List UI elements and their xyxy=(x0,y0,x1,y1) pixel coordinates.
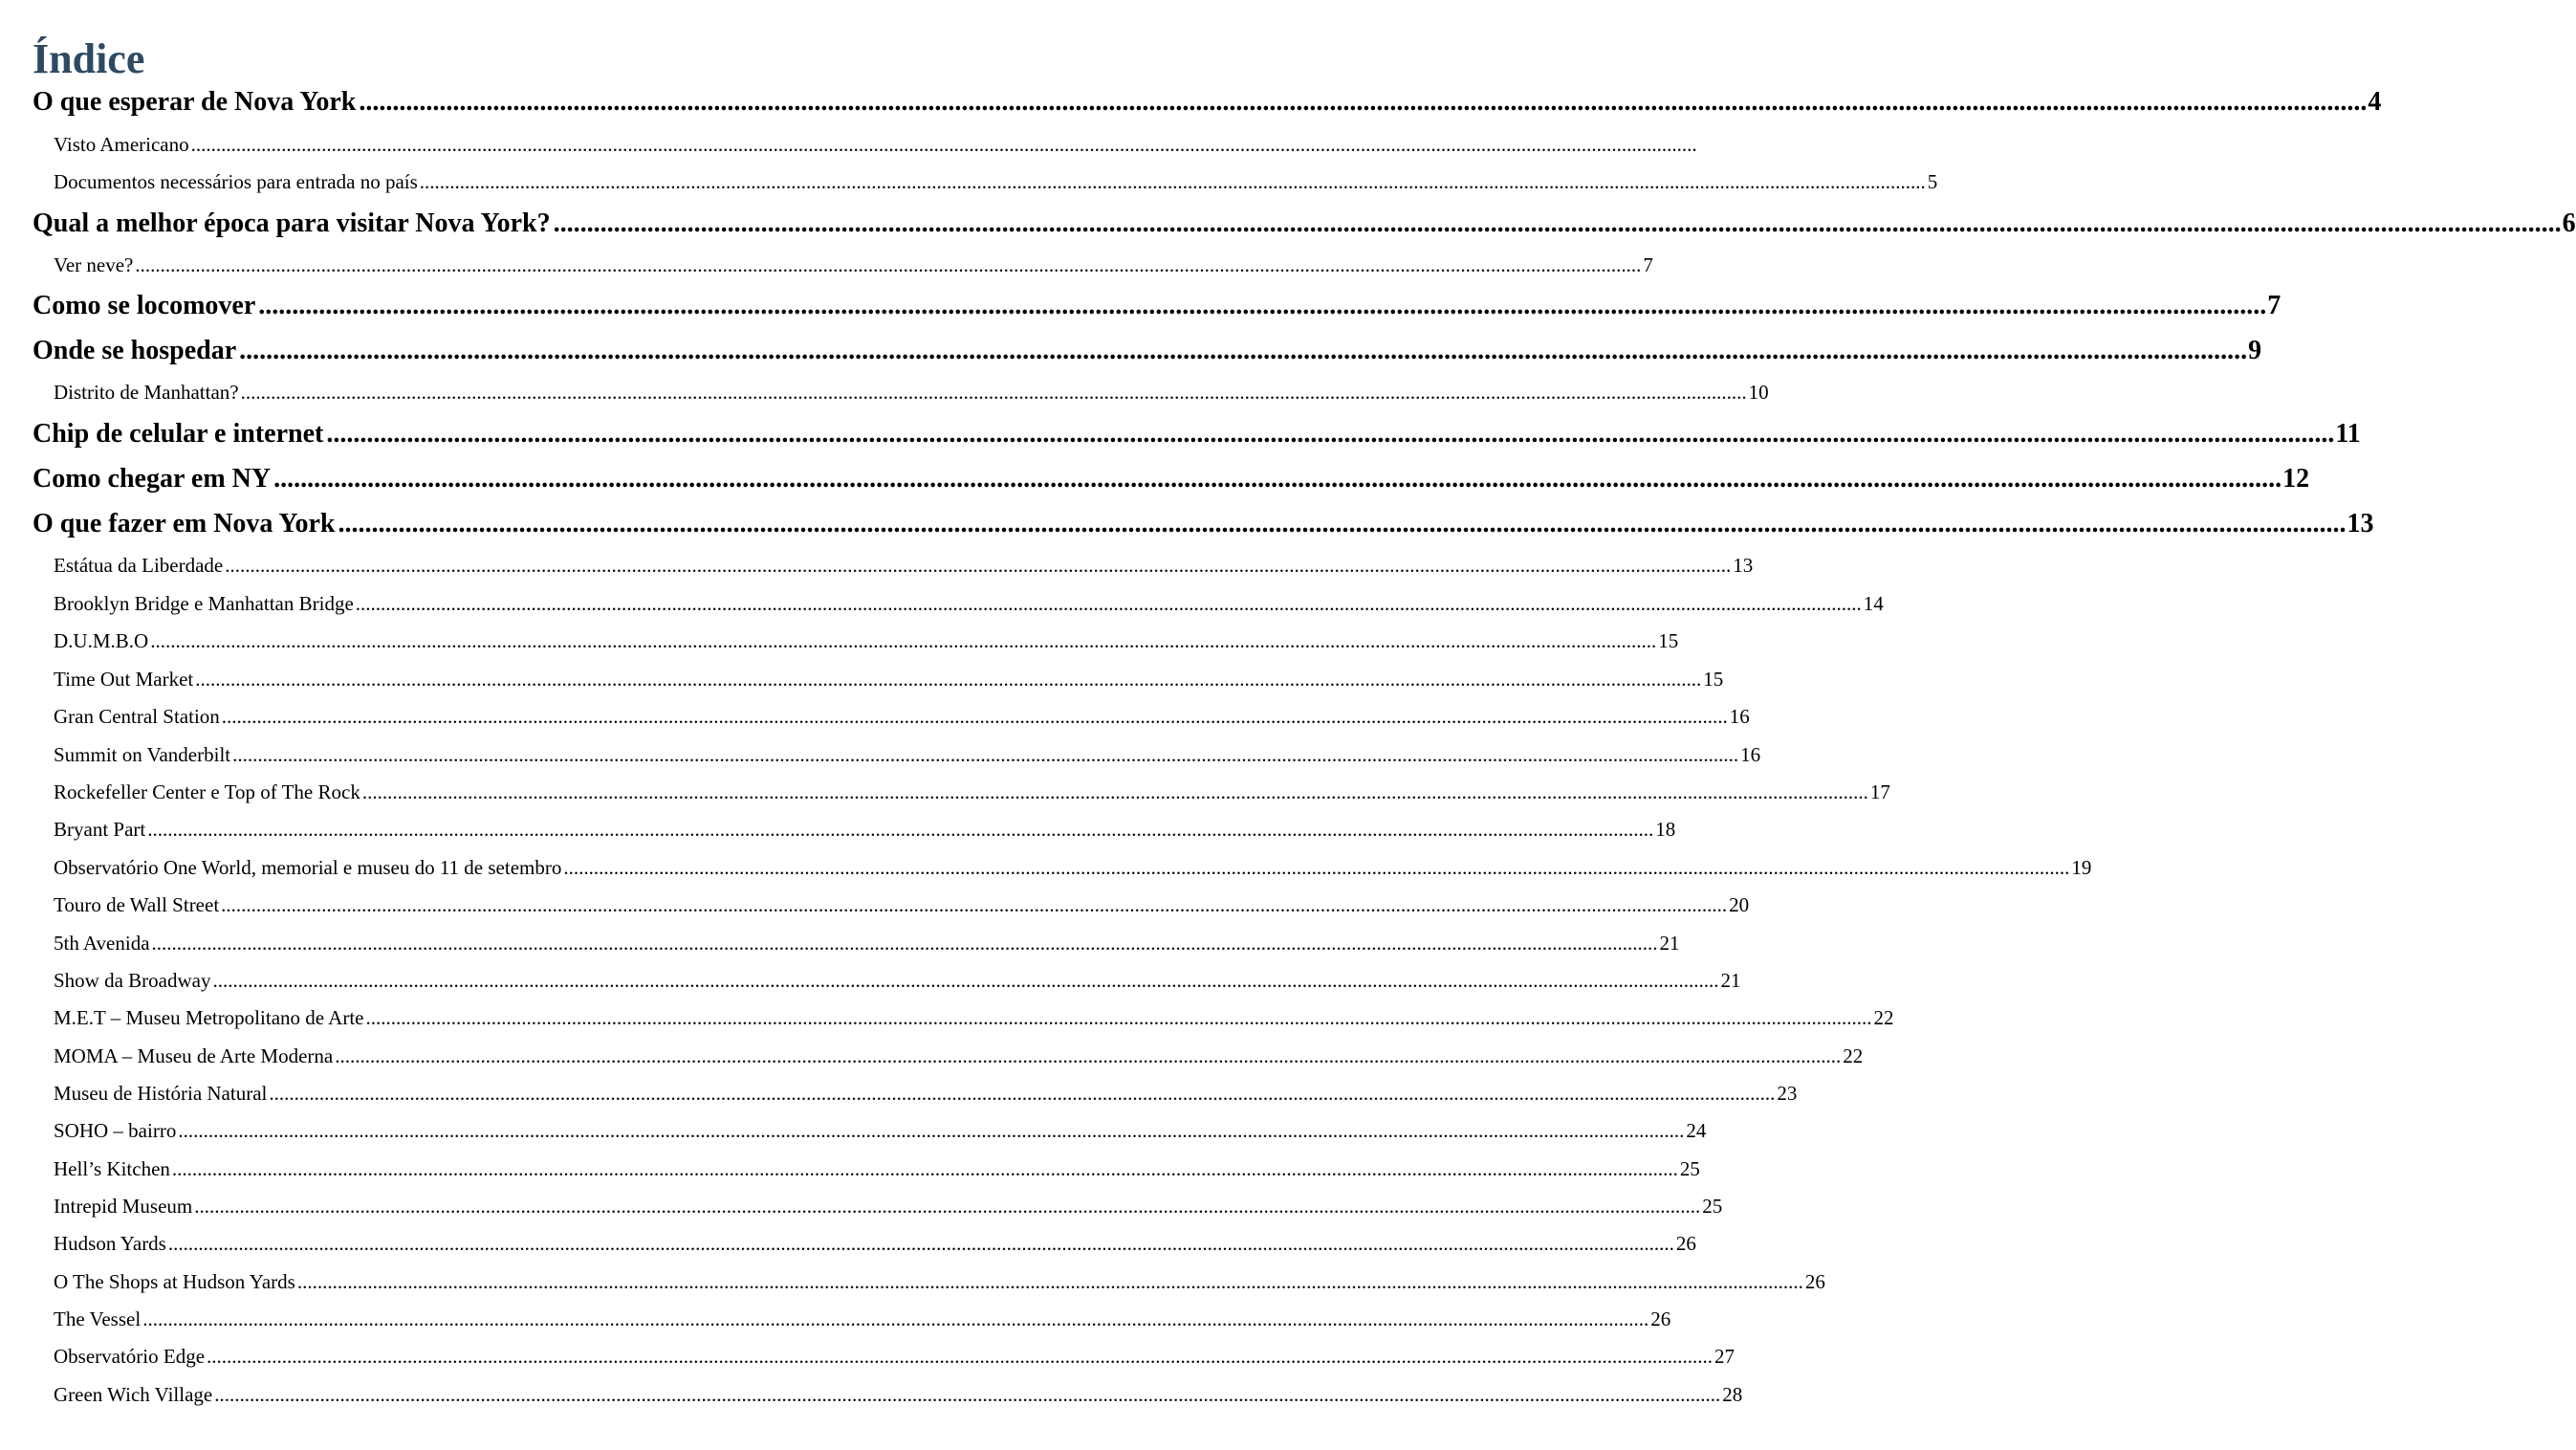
toc-heading-entry[interactable] xyxy=(33,463,2310,495)
toc-entry-label: O The Shops at Hudson Yards xyxy=(54,1270,295,1293)
toc-subentry[interactable] xyxy=(54,1269,1825,1294)
dot-leader: ............................................................................................................................................................................................................................................................................................................ xyxy=(355,592,1862,615)
toc-page-number: 14 xyxy=(1863,592,1884,615)
dot-leader: ............................................................................................................................................................................................................................................................................................................ xyxy=(151,932,1658,955)
toc-entry-label: Touro de Wall Street xyxy=(54,893,220,916)
toc-entry-label: SOHO – bairro xyxy=(54,1119,177,1142)
toc-entry-label: Como se locomover xyxy=(33,291,256,320)
toc-entry-label: Estátua da Liberdade xyxy=(54,554,224,577)
toc-page-number: 23 xyxy=(1777,1082,1798,1105)
toc-page-number: 11 xyxy=(2335,419,2361,449)
toc-entry-label: MOMA – Museu de Arte Moderna xyxy=(54,1044,334,1067)
dot-leader: ............................................................................................................................................................................................................................................................................................................ xyxy=(240,381,1747,404)
toc-entry-label: Qual a melhor época para visitar Nova York? xyxy=(33,209,551,238)
dot-leader: ............................................................................................................................................................................................................................................................................................................ xyxy=(239,336,2248,365)
dot-leader: ............................................................................................................................................................................................................................................................................................................ xyxy=(273,464,2282,494)
toc-page-number: 7 xyxy=(2267,291,2281,320)
toc-entry-label: Brooklyn Bridge e Manhattan Bridge xyxy=(54,592,354,615)
toc-page-number: 4 xyxy=(2368,87,2382,117)
dot-leader: ............................................................................................................................................................................................................................................................................................................ xyxy=(221,705,1728,728)
dot-leader: ............................................................................................................................................................................................................................................................................................................ xyxy=(147,818,1654,841)
toc-subentry[interactable] xyxy=(54,780,1890,804)
toc-page-number: 9 xyxy=(2248,336,2262,365)
dot-leader: ............................................................................................................................................................................................................................................................................................................ xyxy=(258,291,2267,320)
toc-page-number: 17 xyxy=(1869,780,1890,803)
toc-subentry[interactable] xyxy=(54,553,1754,578)
toc-page-number: 16 xyxy=(1740,743,1761,766)
dot-leader: ............................................................................................................................................................................................................................................................................................................ xyxy=(142,1307,1649,1330)
toc-heading-entry[interactable] xyxy=(33,208,2576,240)
toc-page-number: 25 xyxy=(1702,1195,1723,1218)
toc-page-number: 10 xyxy=(1748,381,1769,404)
toc-page-number: 7 xyxy=(1643,253,1653,276)
toc-entry-label: O que esperar de Nova York xyxy=(33,87,357,117)
page-title: Índice xyxy=(33,35,145,82)
toc-subentry[interactable] xyxy=(54,704,1750,729)
toc-subentry[interactable] xyxy=(54,1231,1696,1256)
dot-leader: ............................................................................................................................................................................................................................................................................................................ xyxy=(150,629,1657,652)
toc-page-number: 28 xyxy=(1722,1383,1743,1406)
toc-entry-label: Intrepid Museum xyxy=(54,1195,193,1218)
toc-page-number: 13 xyxy=(1733,554,1754,577)
dot-leader: ............................................................................................................................................................................................................................................................................................................ xyxy=(190,133,1697,156)
toc-subentry[interactable] xyxy=(54,742,1761,767)
toc-subentry[interactable] xyxy=(54,892,1750,917)
toc-heading-entry[interactable] xyxy=(33,508,2374,540)
dot-leader: ............................................................................................................................................................................................................................................................................................................ xyxy=(212,969,1719,992)
toc-entry-label: Observatório Edge xyxy=(54,1345,206,1368)
toc-subentry[interactable] xyxy=(54,1044,1864,1068)
toc-heading-entry[interactable] xyxy=(33,290,2281,322)
toc-page-number: 15 xyxy=(1703,668,1724,691)
toc-entry-label: Green Wich Village xyxy=(54,1383,213,1406)
toc-page-number: 15 xyxy=(1658,629,1679,652)
toc-subentry[interactable] xyxy=(54,1344,1736,1369)
dot-leader: ............................................................................................................................................................................................................................................................................................................ xyxy=(326,419,2335,449)
toc-subentry[interactable] xyxy=(54,1194,1723,1219)
toc-subentry[interactable] xyxy=(54,1156,1700,1181)
toc-heading-entry[interactable] xyxy=(33,418,2361,450)
toc-subentry[interactable] xyxy=(54,667,1724,692)
dot-leader: ............................................................................................................................................................................................................................................................................................................ xyxy=(167,1232,1674,1255)
toc-subentry[interactable] xyxy=(54,931,1680,956)
toc-entry-label: M.E.T – Museu Metropolitano de Arte xyxy=(54,1006,364,1029)
dot-leader: ............................................................................................................................................................................................................................................................................................................ xyxy=(269,1082,1776,1105)
toc-entry-label: Bryant Part xyxy=(54,818,146,841)
toc-subentry[interactable] xyxy=(54,169,1938,194)
toc-page-number: 6 xyxy=(2562,209,2576,238)
toc-subentry[interactable] xyxy=(54,1118,1707,1143)
toc-page-number: 12 xyxy=(2282,464,2310,494)
toc-heading-entry[interactable] xyxy=(33,86,2382,119)
toc-entry-label: 5th Avenida xyxy=(54,932,150,955)
dot-leader: ............................................................................................................................................................................................................................................................................................................ xyxy=(335,1044,1842,1067)
toc-page-number: 19 xyxy=(2071,856,2092,879)
toc-entry-label: Summit on Vanderbilt xyxy=(54,743,231,766)
toc-subentry[interactable] xyxy=(54,628,1679,653)
toc-entry-label: The Vessel xyxy=(54,1307,142,1330)
toc-entry-label: Onde se hospedar xyxy=(33,336,237,365)
toc-page-number: 20 xyxy=(1729,893,1750,916)
dot-leader: ............................................................................................................................................................................................................................................................................................................ xyxy=(361,780,1868,803)
toc-entry-label: Ver neve? xyxy=(54,253,134,276)
dot-leader: ............................................................................................................................................................................................................................................................................................................ xyxy=(359,87,2368,117)
toc-entry-label: Gran Central Station xyxy=(54,705,220,728)
toc-page-number: 26 xyxy=(1675,1232,1696,1255)
toc-page-number: 21 xyxy=(1720,969,1741,992)
toc-entry-label: Hell’s Kitchen xyxy=(54,1157,170,1180)
dot-leader: ............................................................................................................................................................................................................................................................................................................ xyxy=(214,1383,1721,1406)
dot-leader: ............................................................................................................................................................................................................................................................................................................ xyxy=(338,509,2347,538)
toc-entry-label: Rockefeller Center e Top of The Rock xyxy=(54,780,360,803)
dot-leader: ............................................................................................................................................................................................................................................................................................................ xyxy=(419,170,1926,193)
toc-page-number: 26 xyxy=(1650,1307,1671,1330)
toc-entry-label: Time Out Market xyxy=(54,668,194,691)
dot-leader: ............................................................................................................................................................................................................................................................................................................ xyxy=(232,743,1739,766)
toc-page-number: 24 xyxy=(1686,1119,1707,1142)
dot-leader: ............................................................................................................................................................................................................................................................................................................ xyxy=(221,893,1728,916)
dot-leader: ............................................................................................................................................................................................................................................................................................................ xyxy=(225,554,1732,577)
dot-leader: ............................................................................................................................................................................................................................................................................................................ xyxy=(171,1157,1678,1180)
toc-subentry[interactable] xyxy=(54,253,1653,277)
dot-leader: ............................................................................................................................................................................................................................................................................................................ xyxy=(194,1195,1701,1218)
toc-subentry[interactable] xyxy=(54,968,1741,993)
toc-entry-label: Como chegar em NY xyxy=(33,464,272,494)
dot-leader: ............................................................................................................................................................................................................................................................................................................ xyxy=(296,1270,1803,1293)
toc-page-number: 25 xyxy=(1679,1157,1700,1180)
toc-subentry[interactable] xyxy=(54,1382,1743,1407)
toc-subentry[interactable] xyxy=(54,591,1884,616)
dot-leader: ............................................................................................................................................................................................................................................................................................................ xyxy=(365,1006,1872,1029)
toc-entry-label: D.U.M.B.O xyxy=(54,629,149,652)
toc-entry-label: Museu de História Natural xyxy=(54,1082,268,1105)
dot-leader: ............................................................................................................................................................................................................................................................................................................ xyxy=(207,1345,1714,1368)
toc-page-number: 22 xyxy=(1843,1044,1864,1067)
toc-entry-label: Chip de celular e internet xyxy=(33,419,324,449)
toc-subentry[interactable] xyxy=(54,380,1769,405)
toc-heading-entry[interactable] xyxy=(33,335,2262,367)
toc-subentry[interactable] xyxy=(54,132,1697,157)
toc-page-number: 22 xyxy=(1873,1006,1894,1029)
toc-page-number: 16 xyxy=(1729,705,1750,728)
toc-subentry[interactable] xyxy=(54,1307,1671,1331)
toc-entry-label: Visto Americano xyxy=(54,133,189,156)
toc-entry-label: Observatório One World, memorial e museu do 11 de setembro xyxy=(54,856,562,879)
toc-subentry[interactable] xyxy=(54,817,1676,842)
toc-subentry[interactable] xyxy=(54,1081,1798,1106)
toc-page-number: 5 xyxy=(1927,170,1938,193)
toc-subentry[interactable] xyxy=(54,1005,1894,1030)
toc-page-number: 27 xyxy=(1714,1345,1736,1368)
toc-page-number: 18 xyxy=(1655,818,1676,841)
dot-leader: ............................................................................................................................................................................................................................................................................................................ xyxy=(135,253,1642,276)
toc-subentry[interactable] xyxy=(54,855,2092,880)
dot-leader: ............................................................................................................................................................................................................................................................................................................ xyxy=(553,209,2562,238)
toc-entry-label: Hudson Yards xyxy=(54,1232,166,1255)
toc-entry-label: Show da Broadway xyxy=(54,969,211,992)
toc-entry-label: O que fazer em Nova York xyxy=(33,509,336,538)
dot-leader: ............................................................................................................................................................................................................................................................................................................ xyxy=(563,856,2070,879)
toc-page-number: 21 xyxy=(1659,932,1680,955)
toc-page-number: 13 xyxy=(2347,509,2374,538)
toc-entry-label: Documentos necessários para entrada no país xyxy=(54,170,418,193)
dot-leader: ............................................................................................................................................................................................................................................................................................................ xyxy=(195,668,1702,691)
toc-page-number: 26 xyxy=(1804,1270,1825,1293)
dot-leader: ............................................................................................................................................................................................................................................................................................................ xyxy=(178,1119,1685,1142)
toc-entry-label: Distrito de Manhattan? xyxy=(54,381,239,404)
